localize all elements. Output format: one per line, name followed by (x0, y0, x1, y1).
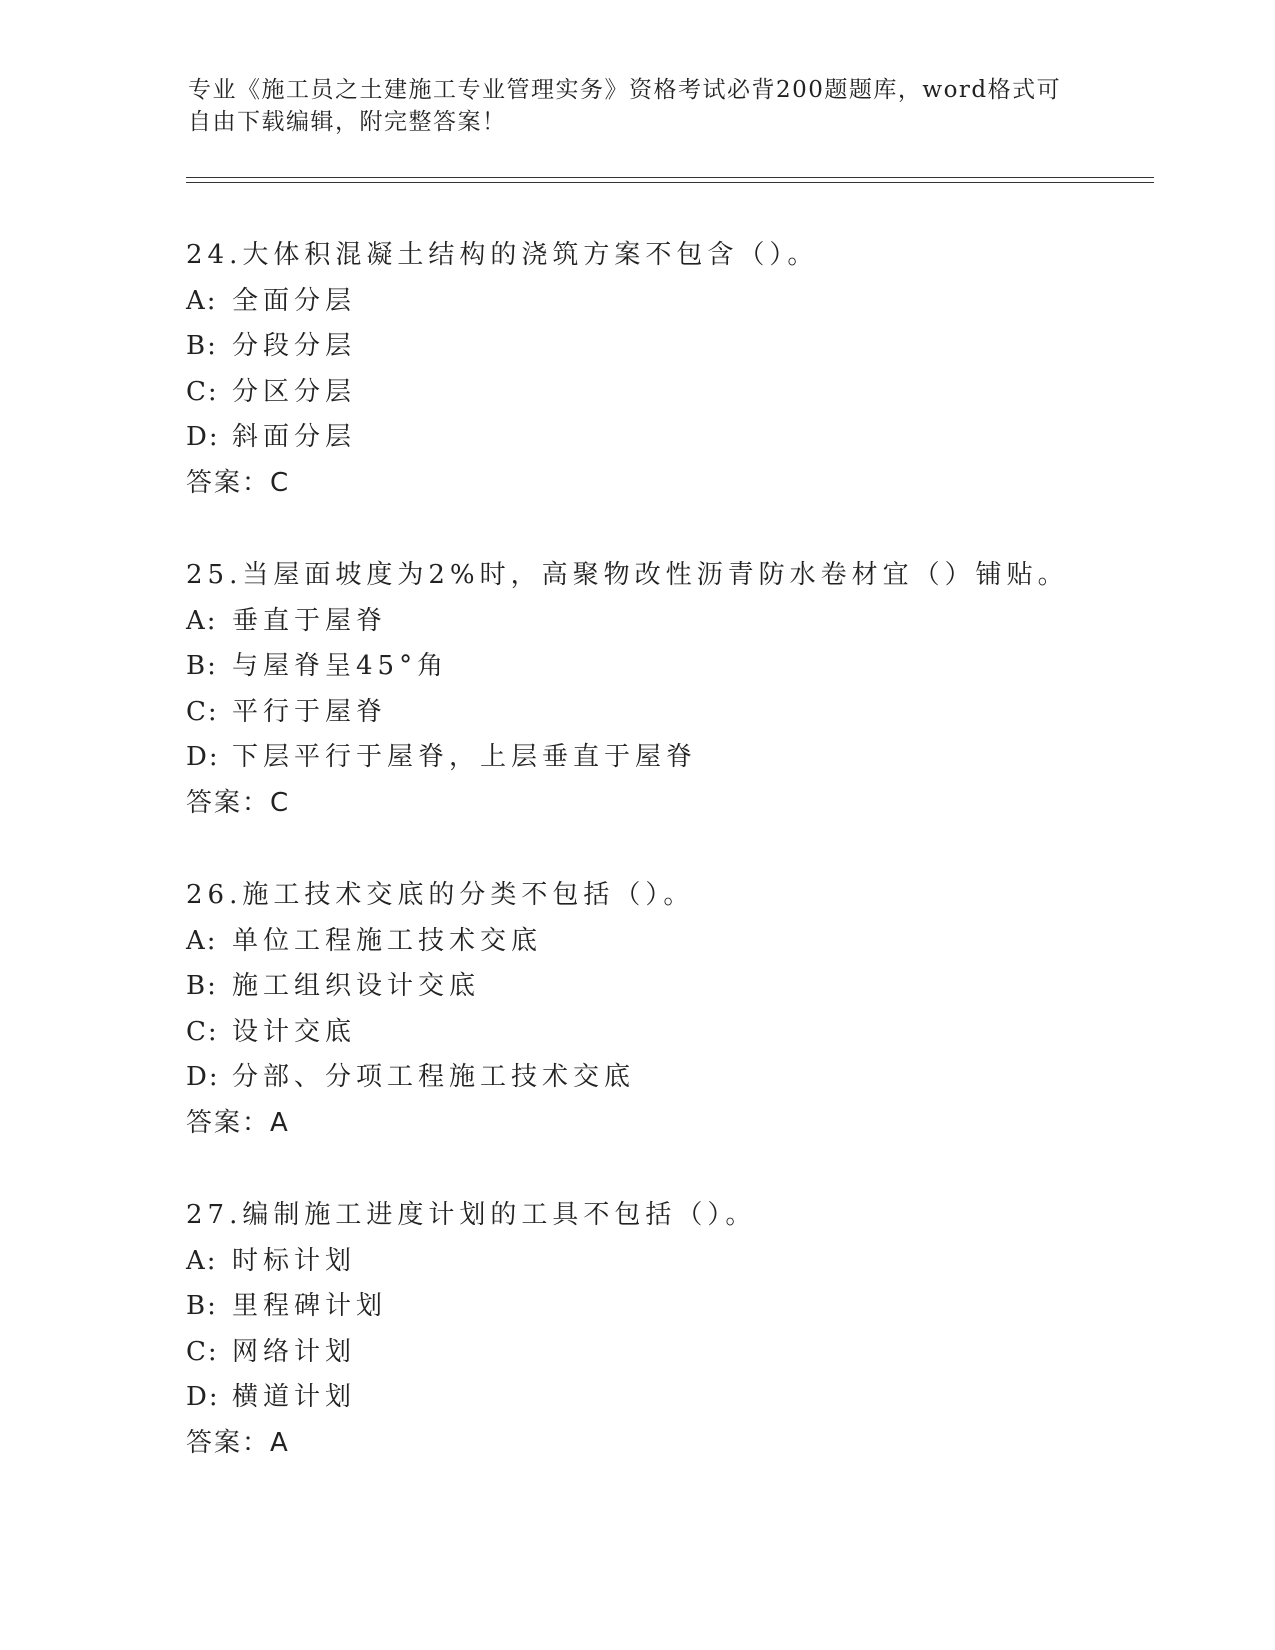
option-b (186, 324, 1186, 370)
document-header (188, 74, 1088, 138)
option-b (186, 964, 1186, 1010)
answer-line: 答案：C (186, 787, 291, 818)
option-text: 网络计划 (232, 1336, 357, 1367)
option-text: 施工组织设计交底 (232, 971, 481, 1002)
option-text: 垂直于屋脊 (232, 605, 388, 636)
option-letter: A: (186, 605, 218, 636)
option-letter: D: (186, 1382, 220, 1413)
option-a (186, 919, 1186, 965)
option-d (186, 415, 1186, 461)
option-c (186, 1010, 1186, 1056)
option-a (186, 599, 1186, 645)
question-stem: 27.编制施工进度计划的工具不包括（）。 (186, 1200, 757, 1230)
option-letter: D: (186, 422, 220, 453)
option-text: 横道计划 (232, 1382, 357, 1413)
option-text: 与屋脊呈45°角 (232, 651, 449, 682)
option-text: 单位工程施工技术交底 (232, 925, 543, 956)
option-letter: B: (186, 971, 218, 1002)
option-letter: C: (186, 696, 219, 727)
option-letter: B: (186, 651, 218, 682)
answer-line: 答案：A (186, 1427, 290, 1458)
question-list (186, 233, 1186, 1513)
option-text: 斜面分层 (232, 422, 357, 453)
option-text: 平行于屋脊 (232, 696, 388, 727)
header-divider-bottom (186, 182, 1154, 183)
option-b (186, 1284, 1186, 1330)
option-letter: A: (186, 1245, 218, 1276)
option-letter: A: (186, 285, 218, 316)
option-letter: B: (186, 331, 218, 362)
option-letter: B: (186, 1291, 218, 1322)
header-line-1: 专业《施工员之土建施工专业管理实务》资格考试必背200题题库，word格式可 (188, 77, 1062, 103)
question-26 (186, 873, 1186, 1193)
option-text: 分区分层 (232, 376, 357, 407)
option-text: 里程碑计划 (232, 1291, 388, 1322)
question-stem: 25.当屋面坡度为2%时，高聚物改性沥青防水卷材宜（）铺贴。 (186, 560, 1069, 590)
option-c (186, 690, 1186, 736)
option-letter: D: (186, 742, 220, 773)
option-text: 分段分层 (232, 331, 357, 362)
option-d (186, 1055, 1186, 1101)
option-a (186, 1239, 1186, 1285)
option-text: 下层平行于屋脊，上层垂直于屋脊 (232, 742, 698, 773)
option-text: 时标计划 (232, 1245, 357, 1276)
header-line-2: 自由下载编辑，附完整答案！ (188, 109, 507, 135)
answer-line: 答案：C (186, 467, 291, 498)
header-divider-top (186, 177, 1154, 178)
option-c (186, 370, 1186, 416)
option-text: 全面分层 (232, 285, 357, 316)
question-25 (186, 553, 1186, 873)
question-stem: 24.大体积混凝土结构的浇筑方案不包含（）。 (186, 240, 819, 270)
question-24 (186, 233, 1186, 553)
option-text: 分部、分项工程施工技术交底 (232, 1062, 636, 1093)
answer-line: 答案：A (186, 1107, 290, 1138)
option-letter: A: (186, 925, 218, 956)
option-b (186, 644, 1186, 690)
option-letter: D: (186, 1062, 220, 1093)
option-a (186, 279, 1186, 325)
option-d (186, 735, 1186, 781)
question-27 (186, 1193, 1186, 1513)
option-text: 设计交底 (232, 1016, 357, 1047)
option-c (186, 1330, 1186, 1376)
option-letter: C: (186, 376, 219, 407)
option-letter: C: (186, 1336, 219, 1367)
question-stem: 26.施工技术交底的分类不包括（）。 (186, 880, 695, 910)
option-letter: C: (186, 1016, 219, 1047)
option-d (186, 1375, 1186, 1421)
